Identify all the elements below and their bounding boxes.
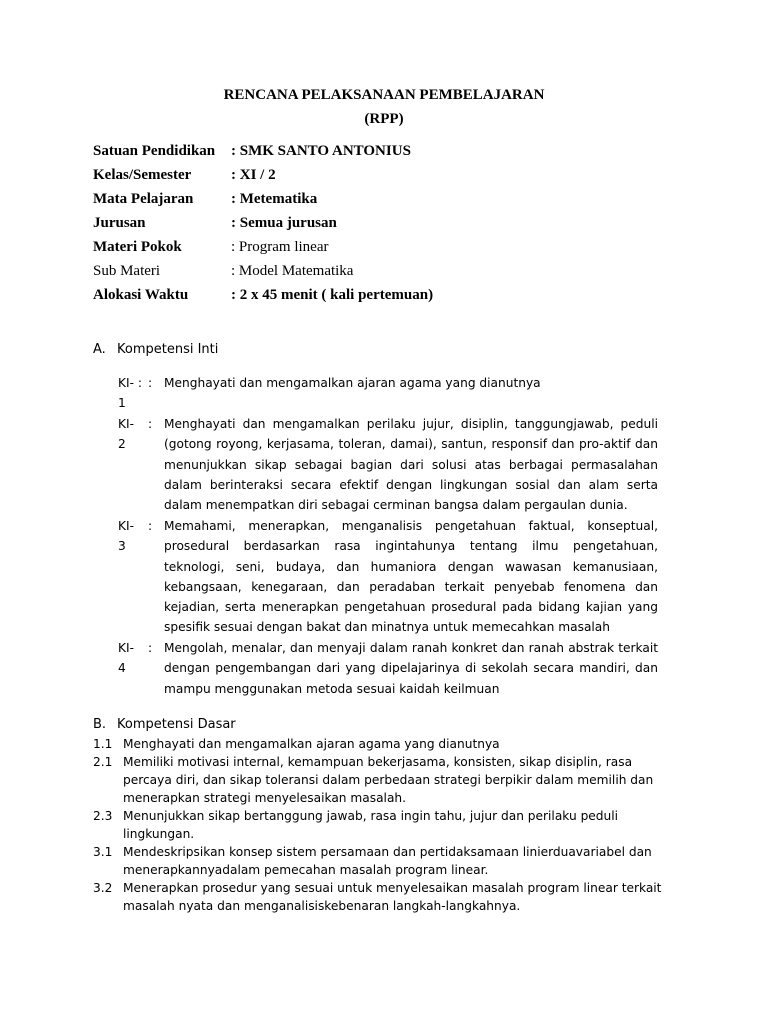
- info-value: : SMK SANTO ANTONIUS: [231, 143, 411, 159]
- info-row-submateri: [93, 263, 693, 287]
- info-value: : Model Matematika: [231, 263, 354, 279]
- kd-number: 1.1: [93, 737, 113, 751]
- info-row-jurusan: [93, 215, 693, 239]
- kd-number: 2.1: [93, 755, 113, 769]
- ki-colon: :: [148, 417, 153, 431]
- info-value: : Program linear: [231, 239, 329, 255]
- kd-text: Memiliki motivasi internal, kemampuan bekerjasama, konsisten, sikap disiplin, rasa percaya diri, dan sikap toleransi dalam perbedaan strategi berpikir dalam memilih dan menerapkan strategi menyelesaikan masalah.: [123, 755, 654, 805]
- ki-colon: :: [148, 641, 153, 655]
- info-label: Satuan Pendidikan: [93, 143, 216, 159]
- kd-number: 3.1: [93, 845, 113, 859]
- kd-item-3-2: [93, 879, 683, 915]
- info-row-mapel: [93, 191, 693, 215]
- info-row-kelas: [93, 167, 693, 191]
- info-label: Jurusan: [93, 215, 146, 231]
- document-title: RENCANA PELAKSANAAN PEMBELAJARAN: [223, 87, 545, 103]
- section-heading-kd: [93, 717, 236, 732]
- kd-item-2-3: [93, 807, 683, 843]
- ki-text: Menghayati dan mengamalkan ajaran agama yang dianutnya: [164, 376, 541, 390]
- section-title: Kompetensi Inti: [117, 342, 219, 357]
- ki-text: Memahami, menerapkan, menganalisis pengetahuan faktual, konseptual, prosedural berdasarkan rasa ingintahunya tentang ilmu pengetahuan, teknologi, seni, budaya, dan humaniora dengan wawasan kemanusiaan, kebangsaan, kenegaraan, dan peradaban terkait penyebab fenomena dan kejadian, serta menerapkan pengetahuan prosedural pada bidang kajian yang spesifik sesuai dengan bakat dan minatnya untuk memecahkan masalah: [164, 519, 658, 635]
- ki-code: KI- : 1: [118, 376, 142, 411]
- info-value: : XI / 2: [231, 167, 276, 183]
- ki-code: KI- 2: [118, 417, 134, 452]
- kd-text: Menerapkan prosedur yang sesuai untuk menyelesaikan masalah program linear terkait masalah nyata dan menganalisiskebenaran langkah-langkahnya.: [123, 881, 662, 913]
- ki-colon: :: [148, 519, 153, 533]
- ki-item-3: [118, 516, 658, 638]
- info-value: : 2 x 45 menit ( kali pertemuan): [231, 287, 434, 303]
- kd-item-1-1: [93, 735, 683, 753]
- kd-number: 3.2: [93, 881, 113, 895]
- info-value: : Semua jurusan: [231, 215, 337, 231]
- section-title: Kompetensi Dasar: [117, 717, 236, 732]
- info-row-alokasi: [93, 287, 693, 311]
- ki-code: KI- 4: [118, 641, 134, 676]
- document-subtitle: (RPP): [364, 111, 404, 127]
- ki-code: KI- 3: [118, 519, 134, 554]
- ki-item-4: [118, 638, 658, 699]
- ki-item-2: [118, 414, 658, 515]
- section-letter: B.: [93, 717, 107, 732]
- kd-number: 2.3: [93, 809, 113, 823]
- kd-item-2-1: [93, 753, 683, 807]
- kd-text: Menunjukkan sikap bertanggung jawab, rasa ingin tahu, jujur dan perilaku peduli lingkungan.: [123, 809, 619, 841]
- info-row-materi: [93, 239, 693, 263]
- ki-text: Mengolah, menalar, dan menyaji dalam ranah konkret dan ranah abstrak terkait dengan pengembangan dari yang dipelajarinya di sekolah secara mandiri, dan mampu menggunakan metoda sesuai kaidah keilmuan: [164, 641, 658, 696]
- section-letter: A.: [93, 342, 106, 357]
- info-label: Sub Materi: [93, 263, 161, 279]
- section-heading-ki: [93, 342, 218, 357]
- ki-colon: :: [148, 376, 153, 390]
- info-label: Alokasi Waktu: [93, 287, 189, 303]
- ki-item-1: [118, 373, 658, 411]
- kd-text: Menghayati dan mengamalkan ajaran agama yang dianutnya: [123, 737, 500, 751]
- info-row-satuan: [93, 143, 693, 167]
- info-label: Mata Pelajaran: [93, 191, 194, 207]
- kd-item-3-1: [93, 843, 683, 879]
- info-label: Materi Pokok: [93, 239, 182, 255]
- ki-text: Menghayati dan mengamalkan perilaku jujur, disiplin, tanggungjawab, peduli (gotong royong, kerjasama, toleran, damai), santun, responsif dan pro-aktif dan menunjukkan sikap sebagai bagian dari solusi atas berbagai permasalahan dalam berinteraksi secara efektif dengan lingkungan sosial dan alam serta dalam menempatkan diri sebagai cerminan bangsa dalam pergaulan dunia.: [164, 417, 658, 513]
- info-value: : Metematika: [231, 191, 318, 207]
- kd-text: Mendeskripsikan konsep sistem persamaan dan pertidaksamaan linierduavariabel dan menerapkannyadalam pemecahan masalah program linear.: [123, 845, 652, 877]
- info-label: Kelas/Semester: [93, 167, 192, 183]
